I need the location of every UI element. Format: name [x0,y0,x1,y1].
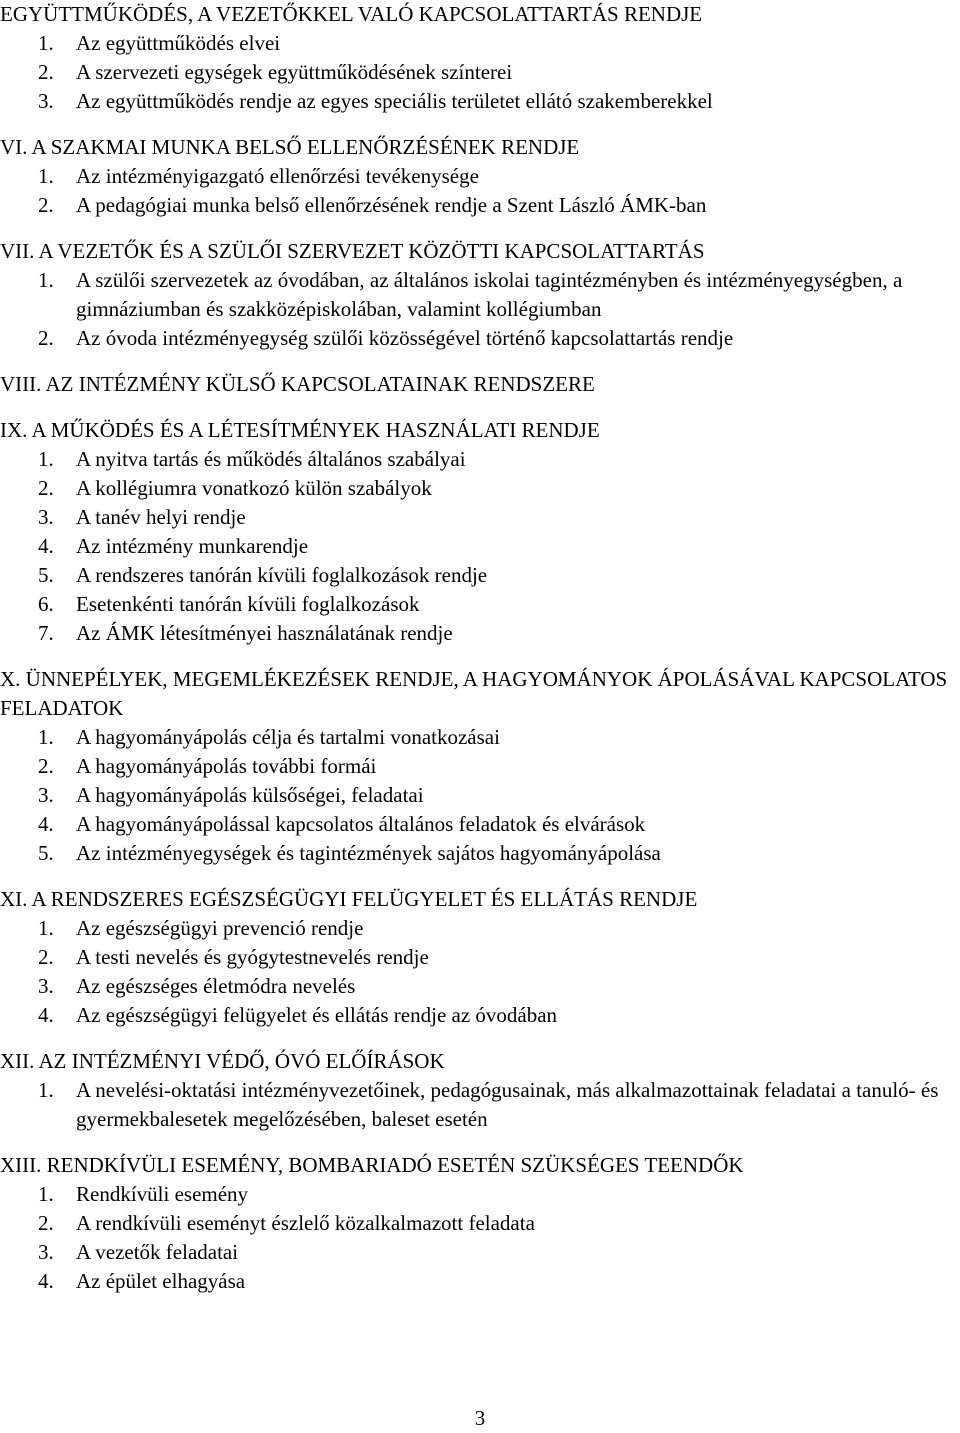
toc-item [0,1238,960,1267]
item-text: Az épület elhagyása [76,1269,246,1293]
item-text: Az egészséges életmódra nevelés [76,974,356,998]
item-number: 2. [38,754,54,778]
toc-item [0,445,960,474]
item-number: 3. [38,974,54,998]
item-text: Az óvoda intézményegység szülői közösségével történő kapcsolattartás rendje [76,326,734,350]
item-text: Az együttműködés elvei [76,31,281,55]
toc-section [0,885,960,1030]
section-heading: XIII. RENDKÍVÜLI ESEMÉNY, BOMBARIADÓ ESETÉN SZÜKSÉGES TEENDŐK [0,1153,744,1177]
item-text: A rendkívüli eseményt észlelő közalkalmazott feladata [76,1211,535,1235]
item-number: 1. [38,725,54,749]
section-heading: IX. A MŰKÖDÉS ÉS A LÉTESÍTMÉNYEK HASZNÁLATI RENDJE [0,418,600,442]
item-number: 1. [38,1078,54,1102]
item-number: 3. [38,505,54,529]
toc-item [0,1001,960,1030]
item-number: 7. [38,621,54,645]
item-text: A tanév helyi rendje [76,505,246,529]
section-heading: VI. A SZAKMAI MUNKA BELSŐ ELLENŐRZÉSÉNEK RENDJE [0,135,580,159]
toc-item [0,752,960,781]
item-text: Az intézmény munkarendje [76,534,309,558]
toc-item [0,972,960,1001]
section-heading: EGYÜTTMŰKÖDÉS, A VEZETŐKKEL VALÓ KAPCSOLATTARTÁS RENDJE [0,2,703,26]
item-text: A hagyományápolás külsőségei, feladatai [76,783,424,807]
toc-item [0,914,960,943]
section-heading: VII. A VEZETŐK ÉS A SZÜLŐI SZERVEZET KÖZÖTTI KAPCSOLATTARTÁS [0,239,705,263]
item-number: 2. [38,326,54,350]
item-text: A kollégiumra vonatkozó külön szabályok [76,476,432,500]
item-text: A pedagógiai munka belső ellenőrzésének rendje a Szent László ÁMK-ban [76,193,707,217]
toc-item [0,781,960,810]
toc-item [0,532,960,561]
toc-item [0,29,960,58]
item-text: A hagyományápolás további formái [76,754,377,778]
toc-item [0,723,960,752]
item-text: A rendszeres tanórán kívüli foglalkozások rendje [76,563,488,587]
toc-item [0,503,960,532]
item-text: Az egészségügyi prevenció rendje [76,916,364,940]
page-number: 3 [474,1406,486,1430]
toc-item [0,58,960,87]
toc-item [0,590,960,619]
toc-item [0,619,960,648]
item-text: Az intézményegységek és tagintézmények sajátos hagyományápolása [76,841,661,865]
toc-item [0,561,960,590]
toc-item [0,266,960,324]
item-text: Az intézményigazgató ellenőrzési tevékenysége [76,164,479,188]
item-number: 1. [38,268,54,292]
item-number: 2. [38,193,54,217]
section-heading: XI. A RENDSZERES EGÉSZSÉGÜGYI FELÜGYELET ÉS ELLÁTÁS RENDJE [0,887,698,911]
item-number: 1. [38,164,54,188]
item-number: 3. [38,89,54,113]
item-number: 4. [38,1269,54,1293]
item-number: 6. [38,592,54,616]
section-heading: VIII. AZ INTÉZMÉNY KÜLSŐ KAPCSOLATAINAK RENDSZERE [0,372,595,396]
item-text: Az ÁMK létesítményei használatának rendje [76,621,453,645]
item-number: 2. [38,476,54,500]
toc-item [0,87,960,116]
item-number: 1. [38,31,54,55]
item-text: A hagyományápolás célja és tartalmi vonatkozásai [76,725,500,749]
toc-section [0,370,960,399]
item-number: 2. [38,945,54,969]
item-text: Esetenkénti tanórán kívüli foglalkozások [76,592,420,616]
item-text: A nevelési-oktatási intézményvezetőinek, pedagógusainak, más alkalmazottainak feladatai a tanuló- és gyermekbalesetek megelőzésében, baleset esetén [76,1078,939,1131]
item-text: A testi nevelés és gyógytestnevelés rendje [76,945,429,969]
toc-section [0,1151,960,1296]
item-number: 5. [38,841,54,865]
toc-section [0,133,960,220]
toc-item [0,324,960,353]
toc-item [0,943,960,972]
toc-item [0,1267,960,1296]
toc-item [0,1076,960,1134]
item-number: 3. [38,1240,54,1264]
item-number: 1. [38,1182,54,1206]
toc-item [0,839,960,868]
toc-section [0,665,960,868]
item-number: 4. [38,534,54,558]
item-number: 5. [38,563,54,587]
section-heading: XII. AZ INTÉZMÉNYI VÉDŐ, ÓVÓ ELŐÍRÁSOK [0,1049,445,1073]
section-heading: X. ÜNNEPÉLYEK, MEGEMLÉKEZÉSEK RENDJE, A HAGYOMÁNYOK ÁPOLÁSÁVAL KAPCSOLATOS FELADATOK [0,667,948,720]
item-number: 1. [38,447,54,471]
item-text: A nyitva tartás és működés általános szabályai [76,447,466,471]
toc-section [0,0,960,116]
toc-item [0,1209,960,1238]
item-number: 1. [38,916,54,940]
toc-section [0,237,960,353]
item-text: A vezetők feladatai [76,1240,239,1264]
item-text: Rendkívüli esemény [76,1182,249,1206]
item-text: Az egészségügyi felügyelet és ellátás rendje az óvodában [76,1003,558,1027]
toc-item [0,1180,960,1209]
item-text: A szülői szervezetek az óvodában, az általános iskolai tagintézményben és intézményegységben, a gimnáziumban és szakközépiskolában, valamint kollégiumban [76,268,903,321]
item-text: Az együttműködés rendje az egyes speciális területet ellátó szakemberekkel [76,89,713,113]
item-text: A szervezeti egységek együttműködésének színterei [76,60,513,84]
item-number: 3. [38,783,54,807]
item-number: 4. [38,1003,54,1027]
toc-item [0,474,960,503]
toc-item [0,810,960,839]
item-number: 2. [38,60,54,84]
toc-section [0,1047,960,1134]
item-text: A hagyományápolással kapcsolatos általános feladatok és elvárások [76,812,646,836]
toc-item [0,191,960,220]
item-number: 4. [38,812,54,836]
toc-item [0,162,960,191]
item-number: 2. [38,1211,54,1235]
toc-section [0,416,960,648]
